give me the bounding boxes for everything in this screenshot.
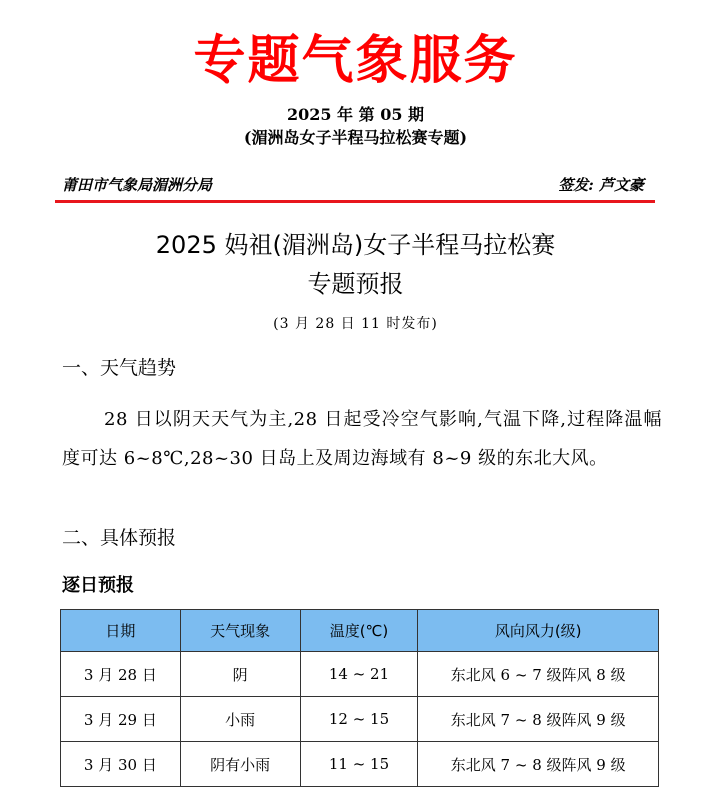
column-header-weather: 天气现象 [180,610,300,652]
section-heading-forecast: 二、具体预报 [62,527,177,549]
table-row [61,697,659,742]
issue-number: 2025 年 第 05 期 [286,105,425,124]
weather-cell: 阴 [180,652,300,697]
issuer-name: 莆田市气象局湄洲分局 [62,176,213,194]
table-row [61,742,659,787]
date-cell: 3 月 28 日 [61,652,181,697]
red-divider [55,200,655,203]
masthead-title: 专题气象服务 [193,31,518,91]
trend-paragraph: 28 日以阴天天气为主,28 日起受冷空气影响,气温下降,过程降温幅度可达 6~8℃,28~30 日岛上及周边海域有 8~9 级的东北大风。 [62,409,662,469]
weather-cell: 小雨 [180,697,300,742]
signer-name: 签发: 芦文豪 [558,176,644,194]
daily-forecast-heading: 逐日预报 [62,575,134,596]
weather-cell: 阴有小雨 [180,742,300,787]
date-cell: 3 月 30 日 [61,742,181,787]
issue-topic: (湄洲岛女子半程马拉松赛专题) [243,128,468,147]
column-header-wind: 风向风力(级) [418,610,659,652]
temperature-cell: 12 ~ 15 [300,697,418,742]
document-title: 2025 妈祖(湄洲岛)女子半程马拉松赛 [155,231,556,259]
wind-cell: 东北风 7 ~ 8 级阵风 9 级 [418,697,659,742]
table-row [61,652,659,697]
forecast-table [60,609,659,787]
wind-cell: 东北风 7 ~ 8 级阵风 9 级 [418,742,659,787]
wind-cell: 东北风 6 ~ 7 级阵风 8 级 [418,652,659,697]
temperature-cell: 14 ~ 21 [300,652,418,697]
section-heading-trend: 一、天气趋势 [62,357,177,379]
issuer-row [62,174,652,196]
document-subtitle: 专题预报 [307,270,404,298]
date-cell: 3 月 29 日 [61,697,181,742]
publish-time: (3 月 28 日 11 时发布) [273,316,438,332]
temperature-cell: 11 ~ 15 [300,742,418,787]
table-header-row [61,610,659,652]
column-header-temperature: 温度(℃) [300,610,418,652]
column-header-date: 日期 [61,610,181,652]
